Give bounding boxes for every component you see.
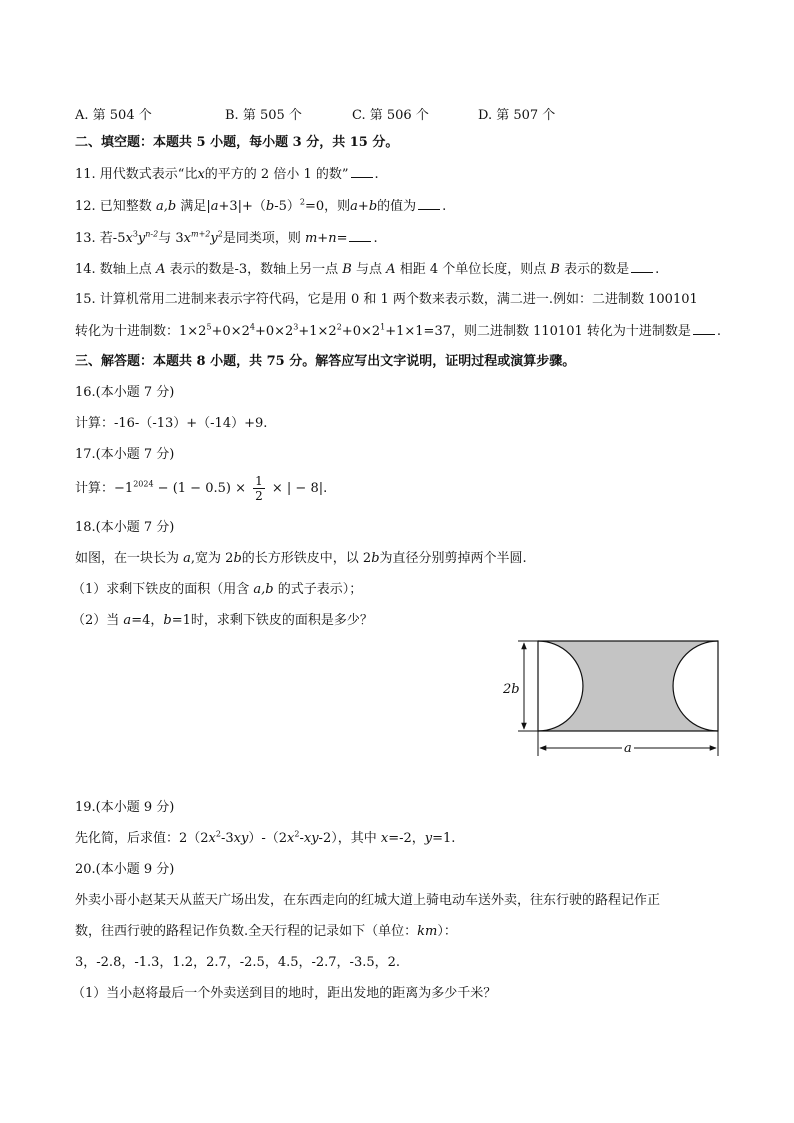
option-a: A. 第 504 个 [75,108,152,123]
option-c: C. 第 506 个 [352,108,429,123]
option-d: D. 第 507 个 [478,108,556,123]
question-15-line-1: 15. 计算机常用二进制来表示字符代码，它是用 0 和 1 两个数来表示数，满二进一.例如：二进制数 100101 [75,292,698,307]
fraction: $\frac{1}{2}$ [255,474,263,503]
question-11: 11. 用代数式表示“比x的平方的 2 倍小 1 的数” . [75,167,379,182]
answer-blank [351,165,373,178]
question-20-data: 3，-2.8，-1.3，1.2，2.7，-2.5，4.5，-2.7，-3.5，2. [75,955,401,970]
left-semicircle [538,641,583,731]
question-17-header: 17.(本小题 7 分) [75,447,175,462]
answer-blank [631,260,653,273]
width-label: a [624,741,632,756]
section-2-title: 二、填空题：本题共 5 小题，每小题 3 分，共 15 分。 [75,135,399,150]
option-b: B. 第 505 个 [225,108,302,123]
right-semicircle [673,641,718,731]
question-16-body: 计算：-16-（-13）+（-14）+9. [75,416,268,431]
question-18-part-1: （1）求剩下铁皮的面积（用含 a,b 的式子表示）； [72,582,363,597]
question-13: 13. 若$-5x^3y^{n-2}$与 $3x^{m+2}y^2$是同类项，则 m+n= . [75,229,378,246]
question-15-line-2: 转化为十进制数：$1\times 2^5+0\times 2^4+0\times 2^3+1\times 2^2+0\times 2^1+1\times 1=37$，则二进制数 110101 转化为十进制数是 . [75,322,722,339]
question-14: 14. 数轴上点 A 表示的数是-3，数轴上另一点 B 与点 A 相距 4 个单位长度，则点 B 表示的数是 . [75,262,660,277]
shaded-region [538,641,718,731]
question-19-body: 先化简，后求值：$2(2x^2-3xy)-(2x^2-xy-2)$，其中 x=-2，y=1. [75,829,456,846]
answer-blank [349,229,371,242]
answer-blank [693,322,715,335]
question-20-line-2: 数，往西行驶的路程记作负数.全天行程的记录如下（单位：km）： [75,924,457,939]
question-12: 12. 已知整数 a,b 满足$|a+3|+(b-5)^2=0$，则a+b的值为 . [75,197,447,214]
question-18-part-2: （2）当 a=4，b=1时，求剩下铁皮的面积是多少？ [72,613,373,628]
answer-blank [418,197,440,210]
section-3-title: 三、解答题：本题共 8 小题，共 75 分。解答应写出文字说明，证明过程或演算步骤。 [75,354,576,369]
question-17-body: 计算：$-1^{2024} - (1 - 0.5)$ × $\frac{1}{2}$ × | − 8|. [75,474,328,503]
question-16-header: 16.(本小题 7 分) [75,385,175,400]
question-20-part-1: （1）当小赵将最后一个外卖送到目的地时，距出发地的距离为多少千米？ [72,986,497,1001]
question-20-header: 20.(本小题 9 分) [75,862,175,877]
height-label: 2b [503,682,520,697]
question-18-body: 如图，在一块长为 a,宽为 2b的长方形铁皮中，以 2b为直径分别剪掉两个半圆. [75,551,527,566]
question-18-header: 18.(本小题 7 分) [75,520,175,535]
rectangle-outline [538,641,718,731]
question-20-line-1: 外卖小哥小赵某天从蓝天广场出发，在东西走向的红城大道上骑电动车送外卖，往东行驶的路程记作正 [75,893,661,908]
question-19-header: 19.(本小题 9 分) [75,800,175,815]
